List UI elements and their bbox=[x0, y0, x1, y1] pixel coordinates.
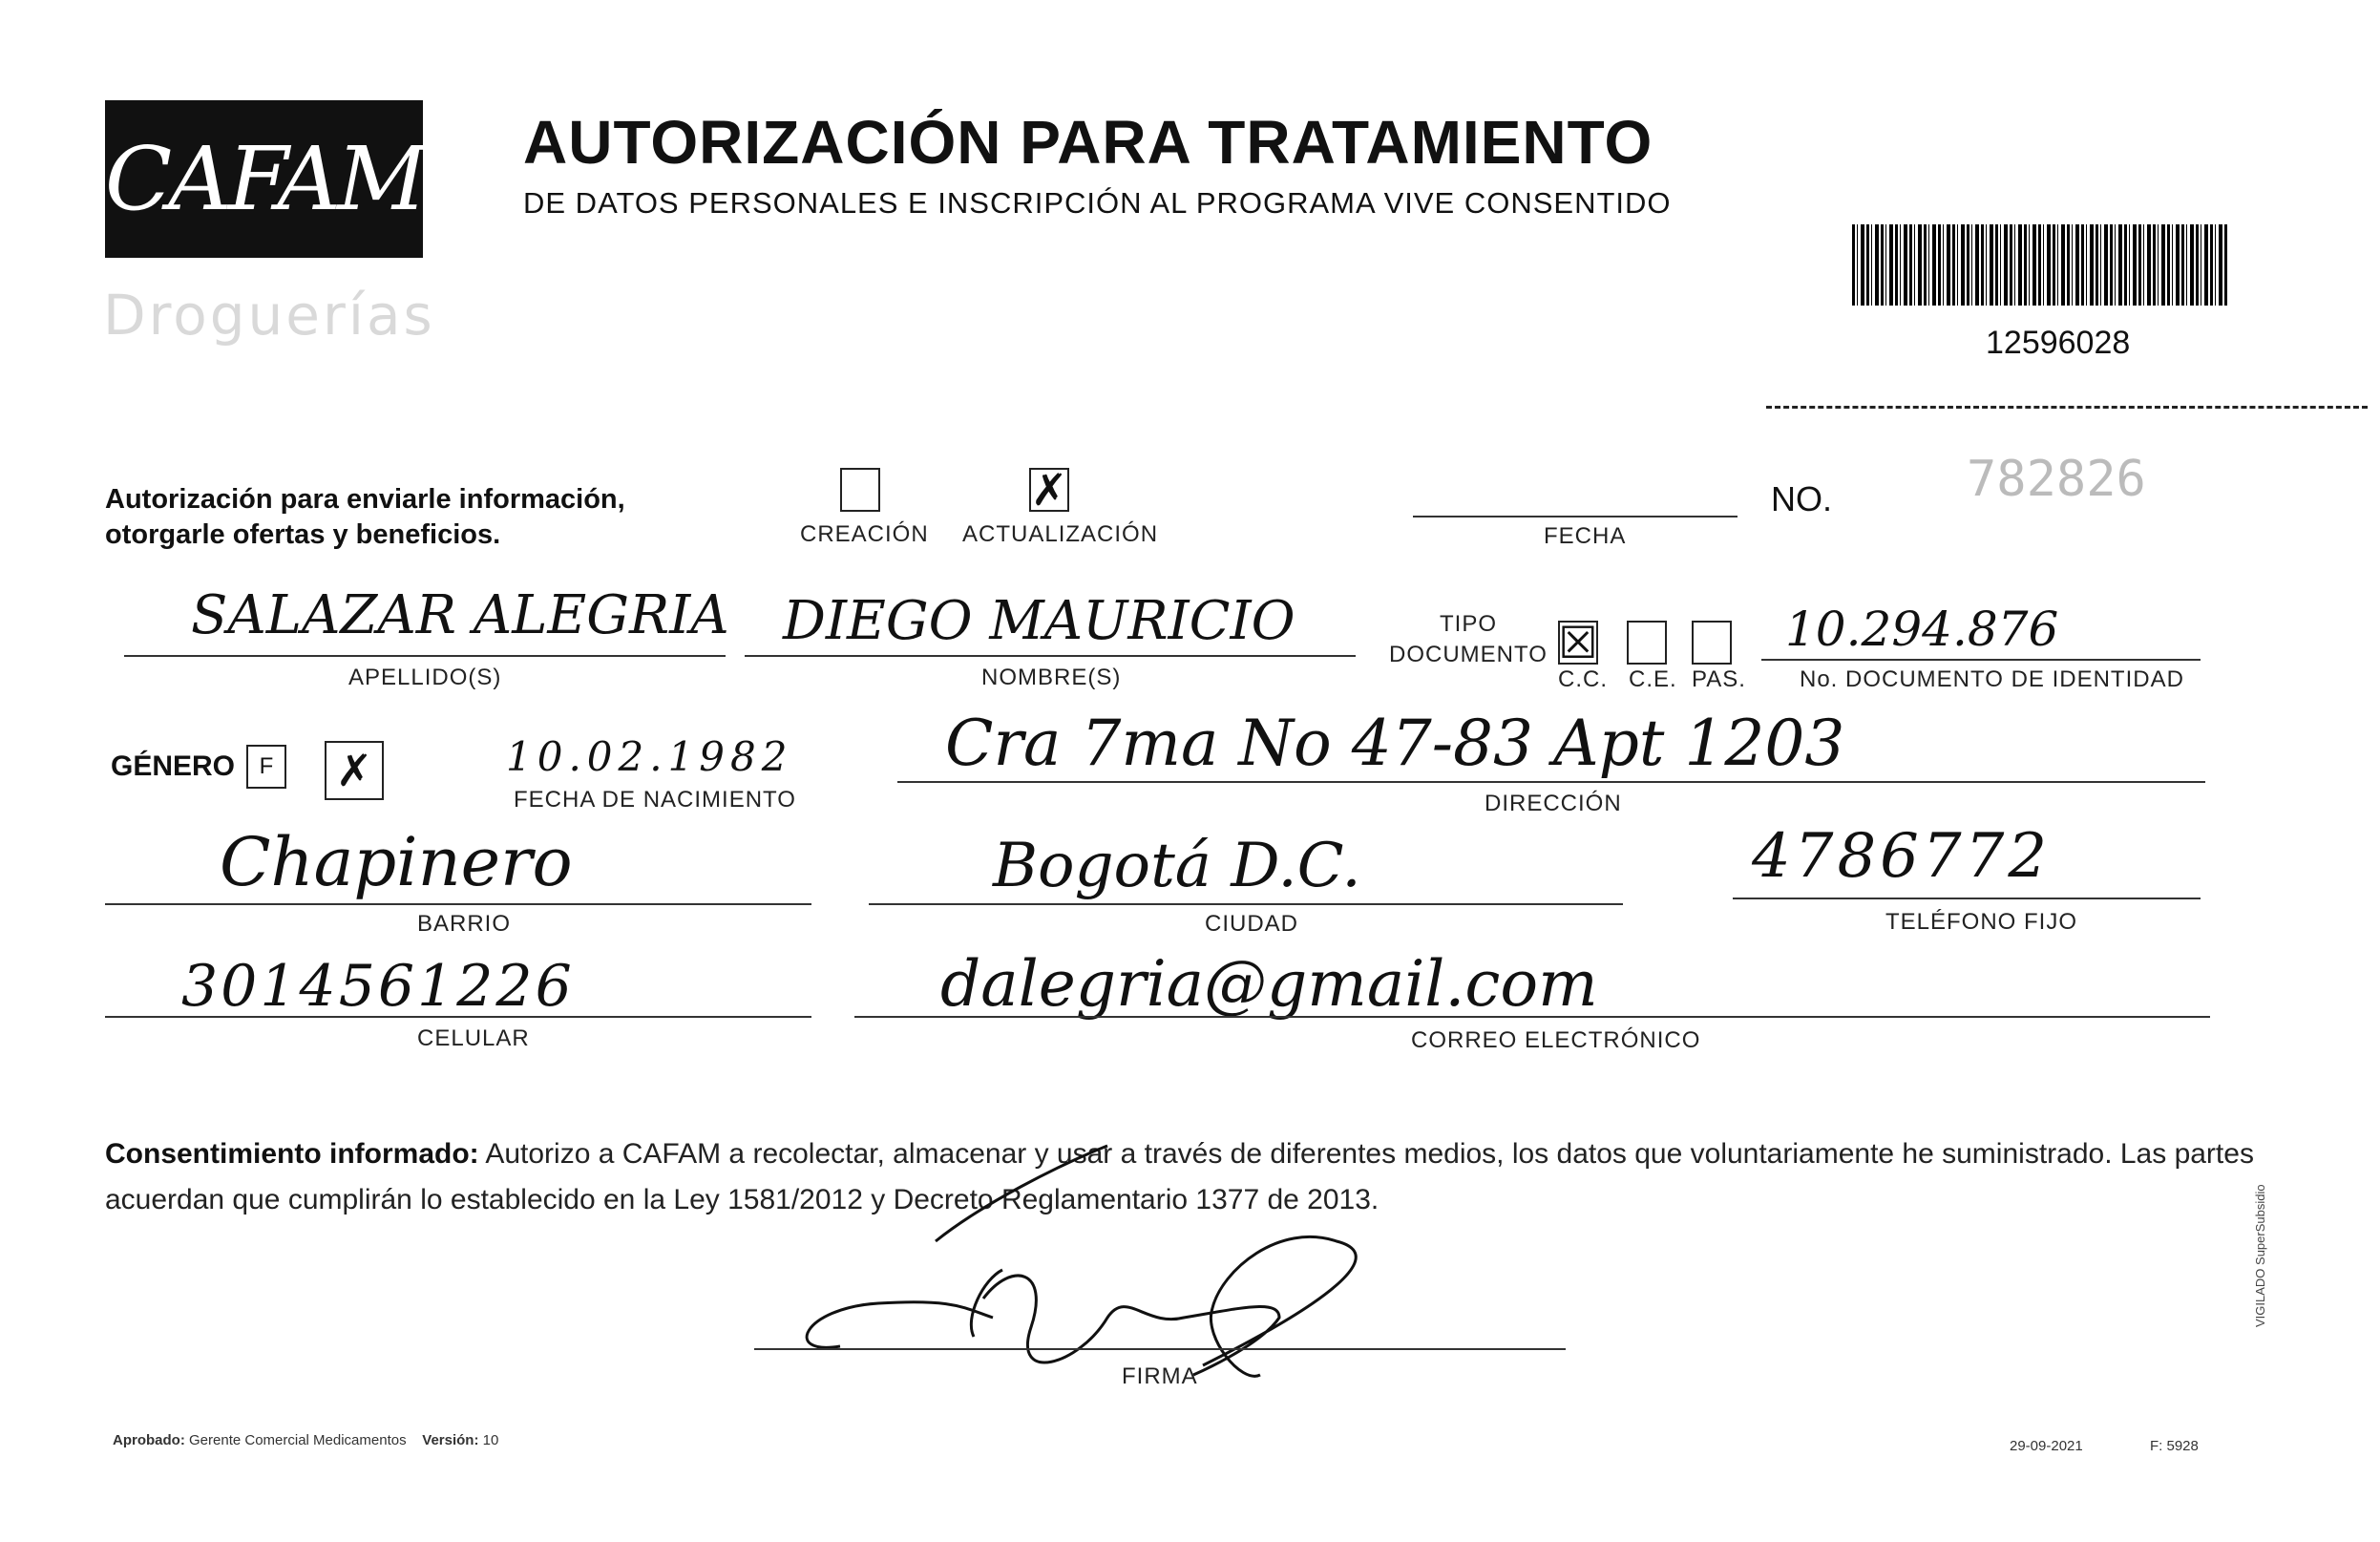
footer-date: 29-09-2021 bbox=[2010, 1438, 2083, 1454]
documento-label: No. DOCUMENTO DE IDENTIDAD bbox=[1800, 666, 2184, 692]
doc-type-pas-checkbox[interactable] bbox=[1692, 621, 1732, 665]
nombres-line bbox=[745, 655, 1356, 657]
authorization-text-line1: Autorización para enviarle información, bbox=[105, 484, 625, 515]
fecha-label: FECHA bbox=[1544, 523, 1627, 549]
correo-value: dalegria@gmail.com bbox=[940, 947, 1598, 1021]
nombres-value: DIEGO MAURICIO bbox=[783, 590, 1295, 652]
ciudad-line bbox=[869, 903, 1623, 905]
doc-type-pas-label: PAS. bbox=[1692, 666, 1746, 692]
cafam-logo bbox=[105, 100, 423, 258]
direccion-line bbox=[897, 781, 2205, 783]
apellidos-label: APELLIDO(S) bbox=[348, 665, 502, 690]
tipo-label: TIPO bbox=[1440, 611, 1498, 637]
direccion-value: Cra 7ma No 47-83 Apt 1203 bbox=[945, 707, 1845, 780]
correo-line bbox=[854, 1016, 2210, 1018]
actualizacion-label: ACTUALIZACIÓN bbox=[962, 521, 1159, 547]
barrio-value: Chapinero bbox=[220, 823, 573, 901]
authorization-text bbox=[105, 482, 625, 553]
creacion-label: CREACIÓN bbox=[800, 521, 929, 547]
fecha-nacimiento-value: 10.02.1982 bbox=[506, 733, 793, 780]
aprobado-value: Gerente Comercial Medicamentos bbox=[189, 1432, 407, 1448]
x-mark-icon: ☒ bbox=[1558, 617, 1598, 668]
doc-type-cc-label: C.C. bbox=[1558, 666, 1608, 692]
doc-type-cc-checkbox[interactable] bbox=[1558, 617, 1598, 668]
doc-type-ce-checkbox[interactable] bbox=[1627, 621, 1667, 665]
fecha-line bbox=[1413, 516, 1738, 518]
sublogo-drogerias: Droguerías bbox=[103, 283, 435, 348]
barcode bbox=[1852, 224, 2227, 306]
apellidos-value: SALAZAR ALEGRIA bbox=[191, 584, 729, 646]
footer-approval bbox=[113, 1432, 498, 1448]
aprobado-label: Aprobado: bbox=[113, 1432, 185, 1448]
creacion-checkbox[interactable] bbox=[840, 468, 880, 512]
version-label: Versión: bbox=[422, 1432, 479, 1448]
consent-text: Autorizo a CAFAM a recolectar, almacenar y usar a través de diferentes medios, los datos que voluntariamente he suministrado. Las partes acuerdan que cumplirán lo establecido en la Ley 1581/2012 y Decreto Reglamentario 1377 de 2013. bbox=[105, 1138, 2254, 1215]
vigilado-side-text: VIGILADO SuperSubsidio bbox=[2253, 1184, 2267, 1327]
authorization-text-line2: otorgarle ofertas y beneficios. bbox=[105, 519, 501, 550]
nombres-label: NOMBRE(S) bbox=[981, 665, 1122, 690]
form-number: 782826 bbox=[1967, 451, 2146, 508]
direccion-label: DIRECCIÓN bbox=[1485, 791, 1622, 816]
no-label: NO. bbox=[1771, 479, 1833, 518]
genero-m-checkbox[interactable] bbox=[325, 741, 384, 800]
ciudad-label: CIUDAD bbox=[1205, 911, 1299, 937]
barcode-number: 12596028 bbox=[1986, 325, 2131, 361]
celular-label: CELULAR bbox=[417, 1025, 530, 1051]
barrio-line bbox=[105, 903, 811, 905]
x-mark-icon: ✗ bbox=[1030, 464, 1068, 516]
consent-heading: Consentimiento informado: bbox=[105, 1138, 479, 1170]
x-mark-icon: ✗ bbox=[335, 745, 373, 796]
documento-line bbox=[1761, 659, 2201, 661]
ciudad-value: Bogotá D.C. bbox=[993, 831, 1361, 901]
form-title: AUTORIZACIÓN PARA TRATAMIENTO bbox=[523, 108, 1653, 177]
barrio-label: BARRIO bbox=[417, 911, 512, 937]
correo-label: CORREO ELECTRÓNICO bbox=[1411, 1027, 1701, 1053]
form-subtitle: DE DATOS PERSONALES E INSCRIPCIÓN AL PROGRAMA VIVE CONSENTIDO bbox=[523, 186, 1672, 220]
genero-f-label: F bbox=[259, 753, 274, 779]
actualizacion-checkbox[interactable] bbox=[1029, 464, 1069, 516]
fecha-nacimiento-label: FECHA DE NACIMIENTO bbox=[514, 787, 796, 813]
signature-icon bbox=[745, 1127, 1413, 1404]
celular-value: 3014561226 bbox=[181, 953, 575, 1020]
apellidos-line bbox=[124, 655, 726, 657]
documento-type-label: DOCUMENTO bbox=[1389, 642, 1548, 667]
footer-code: F: 5928 bbox=[2150, 1438, 2199, 1454]
celular-line bbox=[105, 1016, 811, 1018]
telefono-label: TELÉFONO FIJO bbox=[1885, 909, 2078, 935]
version-value: 10 bbox=[482, 1432, 499, 1448]
dashed-divider bbox=[1766, 406, 2368, 409]
documento-value: 10.294.876 bbox=[1785, 602, 2059, 657]
doc-type-ce-label: C.E. bbox=[1629, 666, 1677, 692]
signature-label: FIRMA bbox=[1122, 1363, 1198, 1389]
signature-line bbox=[754, 1348, 1566, 1350]
telefono-line bbox=[1733, 898, 2201, 899]
genero-label: GÉNERO bbox=[111, 750, 236, 782]
telefono-value: 4786772 bbox=[1752, 821, 2052, 892]
genero-f-checkbox[interactable] bbox=[246, 745, 286, 789]
logo-text: CAFAM bbox=[104, 128, 424, 230]
